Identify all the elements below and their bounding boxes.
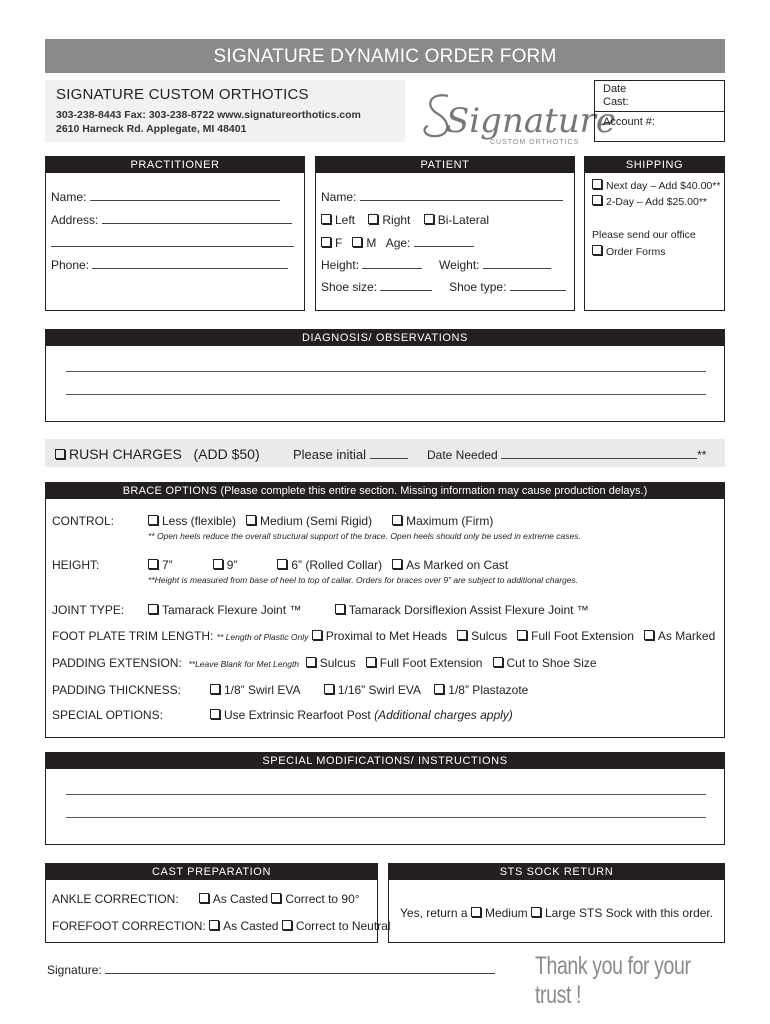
age-field[interactable]	[414, 237, 474, 247]
height-field[interactable]	[362, 259, 422, 269]
eva-116-checkbox[interactable]	[324, 684, 334, 694]
control-less-label: Less (flexible)	[162, 514, 237, 528]
rush-initial-label: Please initial	[293, 447, 366, 462]
shoe-type-field[interactable]	[510, 281, 566, 291]
extrinsic-post-note: (Additional charges apply)	[374, 708, 513, 722]
practitioner-phone-field[interactable]	[92, 259, 288, 269]
control-less-checkbox[interactable]	[148, 515, 158, 525]
date-label: Date	[603, 83, 627, 95]
correct-neutral-checkbox[interactable]	[282, 920, 292, 930]
practitioner-section	[45, 156, 305, 311]
company-name: SIGNATURE CUSTOM ORTHOTICS	[56, 86, 309, 103]
joint-type-label: JOINT TYPE:	[52, 603, 125, 617]
control-medium-label: Medium (Semi Rigid)	[260, 514, 373, 528]
height-section-label: HEIGHT:	[52, 558, 100, 572]
date-needed-label: Date Needed	[427, 448, 498, 462]
sulcus-checkbox[interactable]	[457, 630, 467, 640]
order-forms-checkbox[interactable]	[592, 245, 602, 255]
practitioner-header: PRACTITIONER	[46, 157, 304, 173]
two-day-label: 2-Day – Add $25.00**	[606, 196, 707, 208]
control-maximum-checkbox[interactable]	[392, 515, 402, 525]
sts-large-label: Large	[544, 906, 576, 920]
company-contact	[56, 108, 361, 136]
sts-sock-section	[388, 863, 725, 943]
cut-to-shoe-checkbox[interactable]	[493, 657, 503, 667]
brace-options-header	[46, 483, 724, 499]
rush-add-label: (ADD $50)	[193, 446, 260, 462]
shipping-header: SHIPPING	[585, 157, 724, 173]
height-note: **Height is measured from base of heel to top of callar. Orders for braces over 9” are subject to additional charges.	[148, 575, 579, 585]
proximal-checkbox[interactable]	[312, 630, 322, 640]
practitioner-phone-label: Phone:	[51, 258, 90, 272]
patient-header: PATIENT	[316, 157, 574, 173]
height-label: Height:	[321, 258, 360, 272]
patient-section	[315, 156, 575, 311]
padding-full-foot-label: Full Foot Extension	[379, 656, 483, 670]
female-checkbox[interactable]	[321, 237, 331, 247]
tamarack-flexure-checkbox[interactable]	[148, 604, 158, 614]
female-label: F	[335, 236, 343, 250]
correct-90-checkbox[interactable]	[271, 893, 281, 903]
control-maximum-label: Maximum (Firm)	[406, 514, 494, 528]
padding-sulcus-label: Sulcus	[319, 656, 356, 670]
foot-plate-as-marked-checkbox[interactable]	[644, 630, 654, 640]
sulcus-label: Sulcus	[471, 629, 508, 643]
control-note: ** Open heels reduce the overall structural support of the brace. Open heels should only be used in extreme cases.	[148, 531, 581, 541]
padding-full-foot-checkbox[interactable]	[366, 657, 376, 667]
shoe-size-label: Shoe size:	[321, 280, 378, 294]
control-medium-checkbox[interactable]	[246, 515, 256, 525]
foot-plate-label: FOOT PLATE TRIM LENGTH:	[52, 629, 214, 643]
special-options-label: SPECIAL OPTIONS:	[52, 708, 163, 722]
cast-preparation-header: CAST PREPARATION	[46, 864, 377, 880]
control-label: CONTROL:	[52, 514, 115, 528]
sts-large-checkbox[interactable]	[531, 907, 541, 917]
height-as-marked-checkbox[interactable]	[392, 559, 402, 569]
practitioner-address-field[interactable]	[102, 214, 292, 224]
extrinsic-post-checkbox[interactable]	[210, 709, 220, 719]
proximal-label: Proximal to Met Heads	[325, 629, 448, 643]
padding-thickness-label: PADDING THICKNESS:	[52, 683, 181, 697]
forefoot-as-casted-checkbox[interactable]	[209, 920, 219, 930]
correct-neutral-label: Correct to Neutral	[295, 919, 391, 933]
order-forms-label: Order Forms	[606, 246, 666, 258]
practitioner-name-label: Name:	[51, 190, 87, 204]
shoe-size-field[interactable]	[380, 281, 432, 291]
padding-sulcus-checkbox[interactable]	[306, 657, 316, 667]
bilateral-checkbox[interactable]	[424, 214, 434, 224]
cast-label: Cast:	[603, 96, 629, 108]
tamarack-flexure-label: Tamarack Flexure Joint ™	[162, 603, 302, 617]
modifications-header: SPECIAL MODIFICATIONS/ INSTRUCTIONS	[46, 753, 724, 769]
next-day-label: Next day – Add $40.00**	[606, 180, 721, 192]
cut-to-shoe-label: Cut to Shoe Size	[506, 656, 597, 670]
send-note: Please send our office	[592, 229, 696, 241]
date-needed-field[interactable]	[501, 449, 697, 459]
brace-options-section	[45, 482, 725, 738]
rush-checkbox[interactable]	[55, 449, 65, 459]
logo-script-text: Signature	[446, 101, 617, 141]
plastazote-label: 1/8” Plastazote	[448, 683, 529, 697]
sts-tail-label: STS Sock with this order.	[579, 906, 714, 920]
correct-90-label: Correct to 90°	[285, 892, 360, 906]
logo-subtext: CUSTOM ORTHOTICS	[490, 139, 580, 146]
padding-extension-label: PADDING EXTENSION:	[52, 656, 182, 670]
sts-yes-label: Yes, return a	[400, 906, 468, 920]
height-9-checkbox[interactable]	[213, 559, 223, 569]
right-checkbox[interactable]	[368, 214, 378, 224]
practitioner-address-field-2[interactable]	[51, 237, 294, 247]
account-label: Account #:	[603, 116, 655, 128]
male-label: M	[366, 236, 377, 250]
brace-options-note: (Please complete this entire section. Missing information may cause production delays.)	[220, 485, 648, 497]
height-as-marked-label: As Marked on Cast	[406, 558, 509, 572]
height-7-label: 7”	[162, 558, 173, 572]
weight-label: Weight:	[439, 258, 480, 272]
signature-field[interactable]	[105, 964, 495, 974]
next-day-checkbox[interactable]	[592, 179, 602, 189]
male-checkbox[interactable]	[352, 237, 362, 247]
sts-sock-header: STS SOCK RETURN	[389, 864, 724, 880]
left-label: Left	[335, 213, 356, 227]
forefoot-as-casted-label: As Casted	[223, 919, 279, 933]
diagnosis-section	[45, 329, 725, 422]
eva-18-checkbox[interactable]	[210, 684, 220, 694]
sts-medium-label: Medium	[484, 906, 528, 920]
tamarack-dorsiflexion-checkbox[interactable]	[335, 604, 345, 614]
signature-label: Signature:	[47, 963, 102, 977]
patient-name-field[interactable]	[360, 191, 563, 201]
shipping-section	[584, 156, 725, 311]
height-6-checkbox[interactable]	[277, 559, 287, 569]
company-phone-fax-web: 303-238-8443 Fax: 303-238-8722 www.signatureorthotics.com	[56, 109, 361, 121]
date-cast-account-box	[594, 80, 725, 142]
thank-you-text: Thank you for your trust !	[535, 952, 691, 1009]
modifications-line-2[interactable]	[66, 817, 706, 818]
foot-plate-as-marked-label: As Marked	[657, 629, 716, 643]
patient-name-label: Name:	[321, 190, 357, 204]
foot-plate-note: ** Length of Plastic Only	[216, 632, 309, 642]
ankle-as-casted-checkbox[interactable]	[199, 893, 209, 903]
sts-medium-checkbox[interactable]	[471, 907, 481, 917]
rush-initial-field[interactable]	[370, 449, 408, 459]
rush-stars: **	[697, 448, 707, 462]
form-title: SIGNATURE DYNAMIC ORDER FORM	[45, 39, 725, 73]
modifications-line-1[interactable]	[66, 794, 706, 795]
modifications-section	[45, 752, 725, 845]
height-6-label: 6” (Rolled Collar)	[291, 558, 383, 572]
two-day-checkbox[interactable]	[592, 195, 602, 205]
age-label: Age:	[385, 236, 411, 250]
shoe-type-label: Shoe type:	[449, 280, 507, 294]
right-label: Right	[382, 213, 411, 227]
company-address: 2610 Harneck Rd. Applegate, MI 48401	[56, 123, 247, 135]
ankle-as-casted-label: As Casted	[212, 892, 269, 906]
plastazote-checkbox[interactable]	[434, 684, 444, 694]
eva-116-label: 1/16” Swirl EVA	[337, 683, 421, 697]
bilateral-label: Bi-Lateral	[437, 213, 490, 227]
height-7-checkbox[interactable]	[148, 559, 158, 569]
full-foot-checkbox[interactable]	[517, 630, 527, 640]
weight-field[interactable]	[483, 259, 551, 269]
rush-charges-bar	[45, 439, 725, 467]
full-foot-label: Full Foot Extension	[531, 629, 634, 643]
ankle-correction-label: ANKLE CORRECTION:	[52, 892, 179, 906]
diagnosis-header: DIAGNOSIS/ OBSERVATIONS	[46, 330, 724, 346]
brace-options-title: BRACE OPTIONS	[122, 485, 218, 497]
rush-label: RUSH CHARGES	[69, 446, 182, 462]
diagnosis-line-2[interactable]	[66, 394, 706, 395]
practitioner-address-label: Address:	[51, 213, 99, 227]
diagnosis-line-1[interactable]	[66, 371, 706, 372]
tamarack-dorsiflexion-label: Tamarack Dorsiflexion Assist Flexure Joint ™	[348, 603, 589, 617]
height-9-label: 9”	[226, 558, 238, 572]
cast-preparation-section	[45, 863, 391, 943]
eva-18-label: 1/8” Swirl EVA	[224, 683, 301, 697]
left-checkbox[interactable]	[321, 214, 331, 224]
practitioner-name-field[interactable]	[90, 191, 280, 201]
extrinsic-post-label: Use Extrinsic Rearfoot Post	[224, 708, 371, 722]
padding-extension-note: **Leave Blank for Met Length	[188, 659, 300, 669]
forefoot-correction-label: FOREFOOT CORRECTION:	[52, 919, 206, 933]
